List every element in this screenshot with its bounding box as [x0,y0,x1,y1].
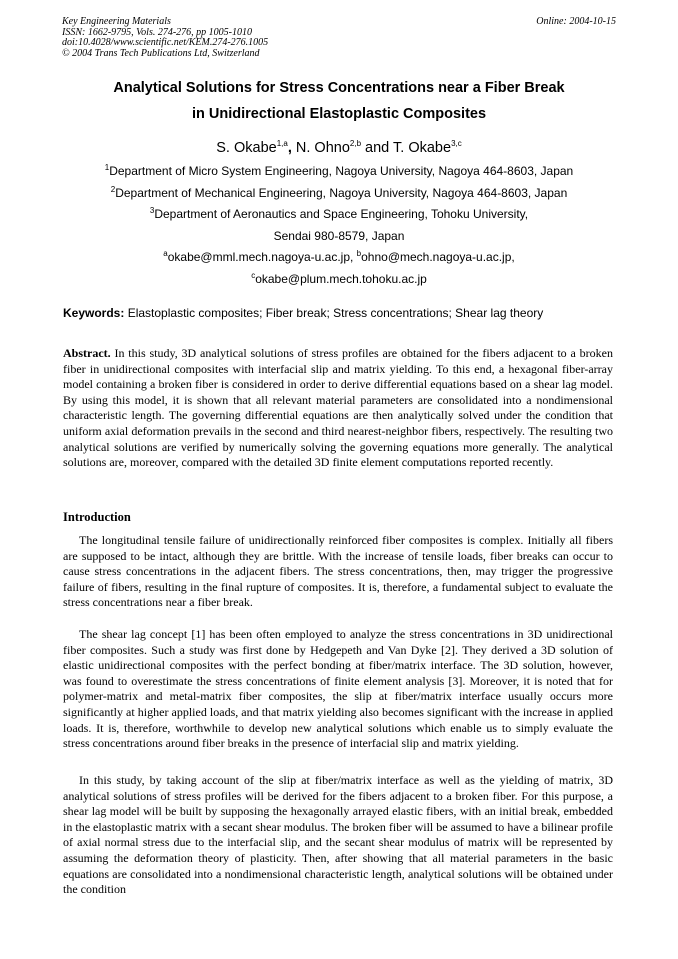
abstract-text: In this study, 3D analytical solutions of stress profiles are obtained for the fibers adjacent to a broken fiber in unidirectional composites with interfacial slip and matrix yielding. To this end, a hexagonal fiber-array model containing a broken fiber is considered in order to derive differential equations based on a shear lag model. By using this model, it is shown that all relevant material parameters are consolidated into a nondimensional characteristic length. The governing differential equations are then analytically solved under the condition that uniform axial deformation prevails in the second and third nearest-neighbor fibers, respectively. The resulting two analytical solutions are verified by numerically solving the governing equations more generally. The analytical solutions are, moreover, compared with the detailed 3D finite element computations reported recently. [63,346,613,470]
journal-header [62,17,616,59]
copyright-line: © 2004 Trans Tech Publications Ltd, Switzerland [62,47,260,59]
author-1-sup: 1,a [276,139,288,148]
intro-paragraph-2: The shear lag concept [1] has been often employed to analyze the stress concentrations in 3D unidirectional fiber composites. Such a study was first done by Hedgepeth and Van Dyke [2]. They derived a 3D solution of elastic unidirectional composites with the perfect bonding at fiber/matrix interface. The 3D solution, however, was found to overestimate the stress concentrations of finite element analysis [3]. Moreover, it is noted that for polymer-matrix and metal-matrix fiber composites, the slip at fiber/matrix interface usually occurs more significantly at higher applied loads, and that matrix yielding also becomes significant with the increase in applied loads. It is, therefore, worthwhile to develop new analytical solutions which enable us to simply evaluate the stress concentrations around fiber breaks in the presence of interfacial slip and matrix yielding. [63,627,613,751]
author-1: S. Okabe [216,140,277,156]
email-c: okabe@plum.mech.tohoku.ac.jp [255,272,427,286]
keywords-label: Keywords: [63,306,125,320]
email-c-sup: c [251,271,256,280]
doi-line: doi:10.4028/www.scientific.net/KEM.274-276.1005 [62,37,269,49]
affiliation-3-text: Department of Aeronautics and Space Engineering, Tohoku University, [154,207,529,221]
author-and: and [365,140,390,156]
keywords [63,306,623,320]
author-list: S. Okabe$^{1,a}$, N. Ohno$^{2,b}$ and T. Okabe$^{3,c}$ [216,139,462,156]
author-2-sup: 2,b [349,139,362,148]
paper-title-line-1: Analytical Solutions for Stress Concentrations near a Fiber Break [113,80,565,96]
affiliation-2-text: Department of Mechanical Engineering, Nagoya University, Nagoya 464-8603, Japan [115,186,568,200]
paper-title-line-2: in Unidirectional Elastoplastic Composites [191,106,487,122]
abstract-label: Abstract. [63,346,111,360]
keywords-text: Elastoplastic composites; Fiber break; Stress concentrations; Shear lag theory [127,306,544,320]
author-3: T. Okabe [393,140,452,156]
affiliation-3-sup: 3 [149,206,155,215]
affiliation-1-sup: 1 [104,163,110,172]
affiliation-2 [40,186,638,200]
email-line-2 [40,272,638,286]
intro-paragraph-3: In this study, by taking account of the slip at fiber/matrix interface as well as the yielding of matrix, 3D analytical solutions of stress profiles will be derived for the fibers adjacent to a broken fiber. For this purpose, a shear lag model will be built by supposing the hexagonally arrayed elastic fibers, with an initial break, embedded in the elastoplastic matrix with a secant shear modulus. The broken fiber will be assumed to have a bilinear profile of axial normal stress due to the interfacial slip, and the secant shear modulus of matrix will be represented by assuming the deformation theory of plasticity. Then, after showing that all material parameters in the basic equations are consolidated into a nondimensional characteristic length, analytical solutions will be obtained under the condition [63,773,613,897]
email-b-sup: b [356,249,362,258]
journal-name: Key Engineering Materials [62,16,171,27]
email-a-sup: a [163,249,168,258]
online-date: Online: 2004-10-15 [536,16,616,27]
author-3-sup: 3,c [451,139,462,148]
email-b: ohno@mech.nagoya-u.ac.jp, [361,250,515,264]
affiliation-3-city: Sendai 980-8579, Japan [273,229,405,243]
affiliation-3 [40,207,638,221]
email-a: okabe@mml.mech.nagoya-u.ac.jp, [167,250,354,264]
abstract [63,346,613,471]
affiliation-1 [40,164,638,178]
affiliation-2-sup: 2 [110,185,116,194]
section-heading-introduction: Introduction [63,510,131,524]
intro-paragraph-1: The longitudinal tensile failure of unidirectionally reinforced fiber composites is complex. Initially all fibers are supposed to be intact, although they are brittle. With the increase of tensile loads, fiber breaks can occur to cause stress concentrations in the adjacent fibers. The stress concentrations, then, may trigger the progressive failure of fibers, resulting in the final rupture of composites. It is, therefore, a fundamental subject to evaluate the stress concentrations near a fiber break. [63,533,613,610]
email-line-1 [40,250,638,264]
issn-line: ISSN: 1662-9795, Vols. 274-276, pp 1005-1010 [62,26,252,38]
affiliation-1-text: Department of Micro System Engineering, Nagoya University, Nagoya 464-8603, Japan [109,164,574,178]
author-2: N. Ohno [295,140,350,156]
